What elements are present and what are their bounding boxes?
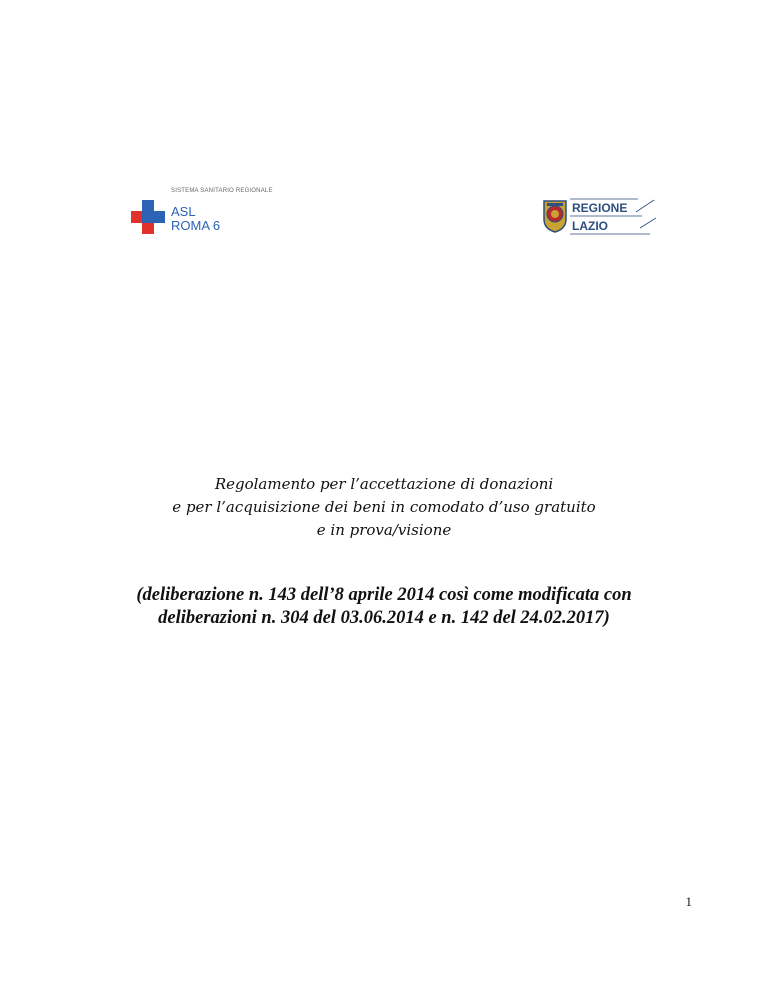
asl-roma6-logo [131, 188, 291, 238]
deliberation-reference-line1: (deliberazione n. 143 dell’8 aprile 2014 così come modificata con [136, 585, 632, 605]
deliberation-reference [0, 584, 768, 630]
regione-line1: REGIONE [572, 201, 628, 215]
page-number: 1 [685, 894, 692, 909]
regione-line2: LAZIO [572, 219, 608, 233]
asl-name-line2: ROMA 6 [171, 218, 221, 233]
asl-cross-icon [131, 200, 165, 234]
deliberation-reference-line2: deliberazioni n. 304 del 03.06.2014 e n. 142 del 24.02.2017) [158, 608, 610, 628]
regione-lazio-logo [541, 196, 656, 238]
asl-caption: SISTEMA SANITARIO REGIONALE [171, 188, 273, 194]
document-title [0, 473, 768, 542]
document-title-line2: e per l’acquisizione dei beni in comodato d’uso gratuito [172, 498, 596, 516]
asl-name-line1: ASL [171, 204, 196, 219]
asl-name [171, 205, 220, 233]
document-title-line3: e in prova/visione [316, 521, 452, 539]
document-title-line1: Regolamento per l’accettazione di donazioni [214, 475, 554, 493]
regione-lazio-emblem-icon [541, 199, 569, 233]
regione-lazio-name [572, 201, 627, 233]
